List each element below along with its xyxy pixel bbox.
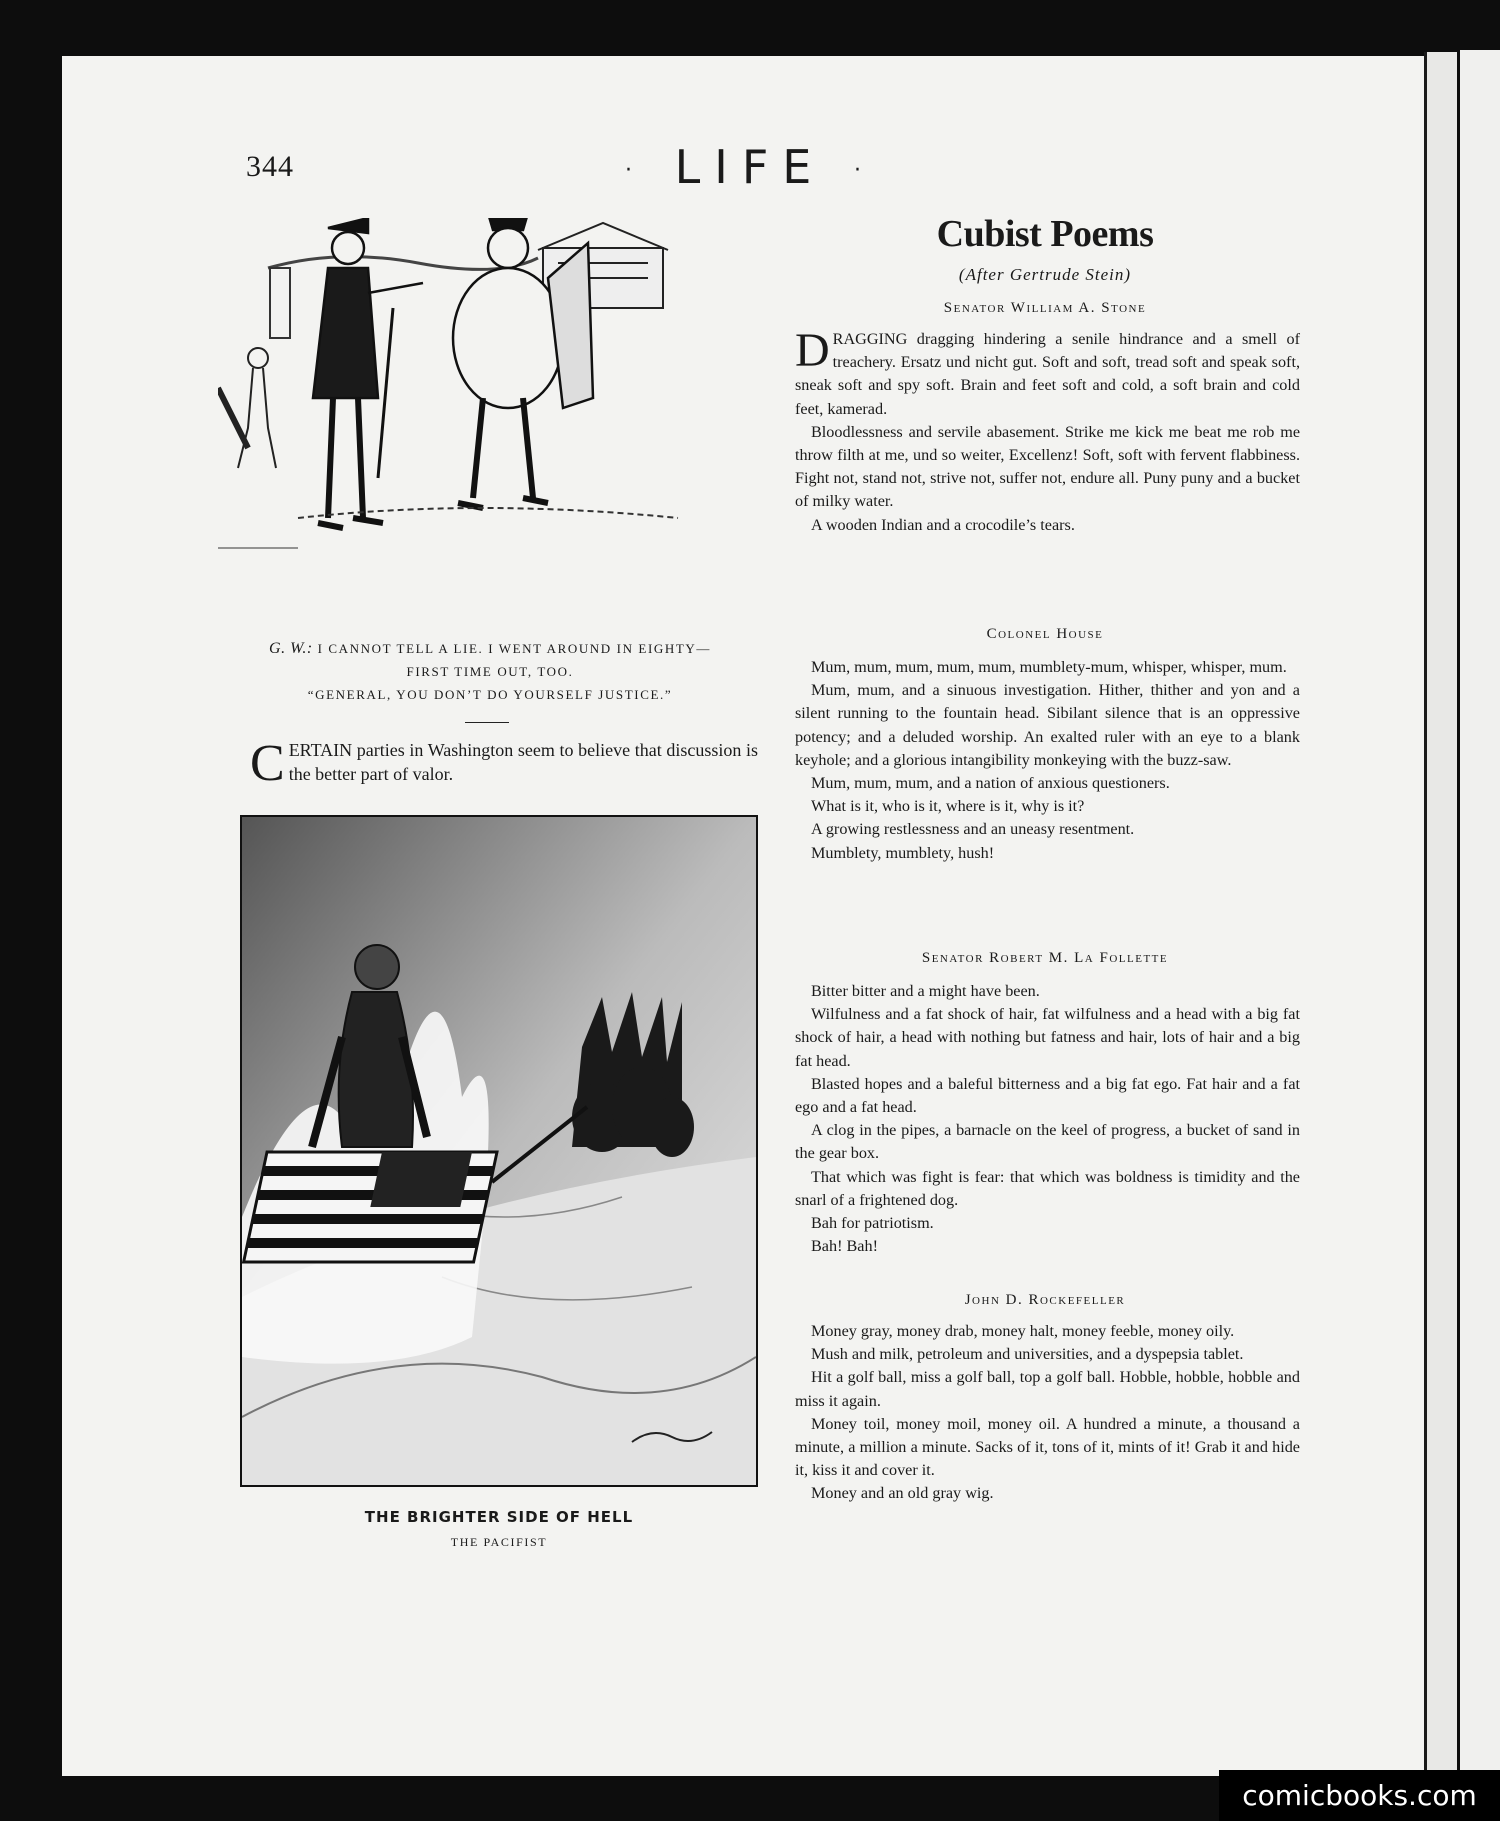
poem-paragraph: Money gray, money drab, money halt, money feeble, money oily. bbox=[811, 1322, 1235, 1340]
poem-paragraph: Mum, mum, and a sinuous investigation. Hither, thither and yon and a silent running to the fountain head. Sibilant silence that is an oppressive potency; and a deluded worship. An exalted ruler with an eye to a blank keyhole; and a glorious intangibility monkeying with the buzz-saw. bbox=[795, 681, 1300, 769]
hell-cartoon-frame bbox=[240, 815, 758, 1487]
hell-cartoon-illustration bbox=[242, 817, 756, 1485]
masthead bbox=[620, 140, 880, 194]
section-heading-la-follette: Senator Robert M. La Follette bbox=[921, 950, 1169, 966]
poem-house bbox=[795, 656, 1300, 865]
poem-paragraph: Mum, mum, mum, mum, mum, mumblety-mum, whisper, whisper, mum. bbox=[811, 658, 1287, 676]
poem-paragraph: A clog in the pipes, a barnacle on the keel of progress, a bucket of sand in the gear box. bbox=[795, 1121, 1300, 1163]
poem-paragraph: A growing restlessness and an uneasy resentment. bbox=[811, 820, 1135, 839]
masthead-title: LIFE bbox=[674, 140, 826, 194]
masthead-dot-left: · bbox=[625, 158, 647, 183]
next-page-edge bbox=[1424, 52, 1457, 1776]
editorial-paragraph bbox=[250, 735, 758, 792]
poem-paragraph: DRAGGING dragging hindering a senile hindrance and a smell of treachery. Ersatz und nicht gut. Soft and soft, tread soft and speak soft, sneak soft and spy soft. Brain and feet soft and cold, a soft brain and cold feet, kamerad. bbox=[795, 324, 1300, 418]
masthead-dot-right: · bbox=[853, 158, 875, 183]
poem-paragraph: Mumblety, mumblety, hush! bbox=[811, 843, 995, 862]
poem-paragraph: What is it, who is it, where is it, why is it? bbox=[811, 797, 1085, 816]
poem-paragraph: Bah! Bah! bbox=[811, 1237, 878, 1256]
cartoon-subtitle: THE PACIFIST bbox=[450, 1535, 548, 1549]
section-heading-stone: Senator William A. Stone bbox=[943, 300, 1147, 316]
poem-la-follette bbox=[795, 980, 1300, 1258]
section-heading-house: Colonel House bbox=[986, 626, 1104, 642]
poem-paragraph: Money toil, money moil, money oil. A hundred a minute, a thousand a minute, a million a minute. Sacks of it, tons of it, mints of it! Grab it and hide it, kiss it and cover it. bbox=[795, 1414, 1300, 1480]
section-heading-rockefeller: John D. Rockefeller bbox=[964, 1292, 1126, 1308]
caption-speaker: G. W.: bbox=[269, 640, 313, 657]
poem-paragraph: Mush and milk, petroleum and universities, and a dyspepsia tablet. bbox=[811, 1345, 1244, 1364]
poem-paragraph: That which was fight is fear: that which was boldness is timidity and the snarl of a frightened dog. bbox=[795, 1167, 1300, 1209]
scan-margin bbox=[1460, 50, 1500, 1776]
page-number: 344 bbox=[246, 150, 294, 183]
caption-line-3: “GENERAL, YOU DON’T DO YOURSELF JUSTICE.” bbox=[307, 687, 673, 702]
article-title: Cubist Poems bbox=[936, 213, 1154, 255]
golf-cartoon-illustration bbox=[218, 218, 758, 622]
cartoon-caption bbox=[230, 637, 750, 706]
poem-paragraph: Wilfulness and a fat shock of hair, fat wilfulness and a head with a big fat shock of hair, a head with nothing but fatness and hair, lots of hair and a big fat head. bbox=[795, 1005, 1300, 1070]
article-subtitle: (After Gertrude Stein) bbox=[958, 265, 1132, 284]
poem-paragraph: A wooden Indian and a crocodile’s tears. bbox=[811, 515, 1075, 534]
poem-paragraph: Bloodlessness and servile abasement. Strike me kick me beat me rob me throw filth at me, und so weiter, Excellenz! Soft, soft with fervent flabbiness. Fight not, stand not, strive not, suffer not, endure all. Puny puny and a bucket of milky water. bbox=[795, 422, 1300, 511]
cartoon-title: THE BRIGHTER SIDE OF HELL bbox=[364, 1508, 634, 1526]
poem-paragraph: Bitter bitter and a might have been. bbox=[811, 982, 1040, 1000]
drop-cap: D bbox=[795, 324, 830, 377]
site-watermark: comicbooks.com bbox=[1219, 1770, 1500, 1821]
poem-paragraph: Blasted hopes and a baleful bitterness and a big fat ego. Fat hair and a fat ego and a fat head. bbox=[795, 1074, 1300, 1117]
poem-paragraph: Money and an old gray wig. bbox=[811, 1484, 994, 1503]
editorial-text: ERTAIN parties in Washington seem to believe that discussion is the better part of valor. bbox=[288, 740, 758, 784]
poem-stone bbox=[795, 324, 1300, 537]
poem-rockefeller bbox=[795, 1320, 1300, 1506]
caption-line-1: I CANNOT TELL A LIE. I WENT AROUND IN EIGHTY— bbox=[317, 641, 711, 656]
divider-rule bbox=[465, 722, 509, 723]
poem-paragraph: Mum, mum, mum, and a nation of anxious questioners. bbox=[811, 774, 1170, 793]
poem-paragraph: Bah for patriotism. bbox=[811, 1214, 934, 1233]
drop-cap: C bbox=[250, 735, 285, 792]
poem-paragraph: Hit a golf ball, miss a golf ball, top a golf ball. Hobble, hobble, hobble and miss it again. bbox=[795, 1368, 1300, 1410]
caption-line-2: FIRST TIME OUT, TOO. bbox=[406, 664, 574, 679]
